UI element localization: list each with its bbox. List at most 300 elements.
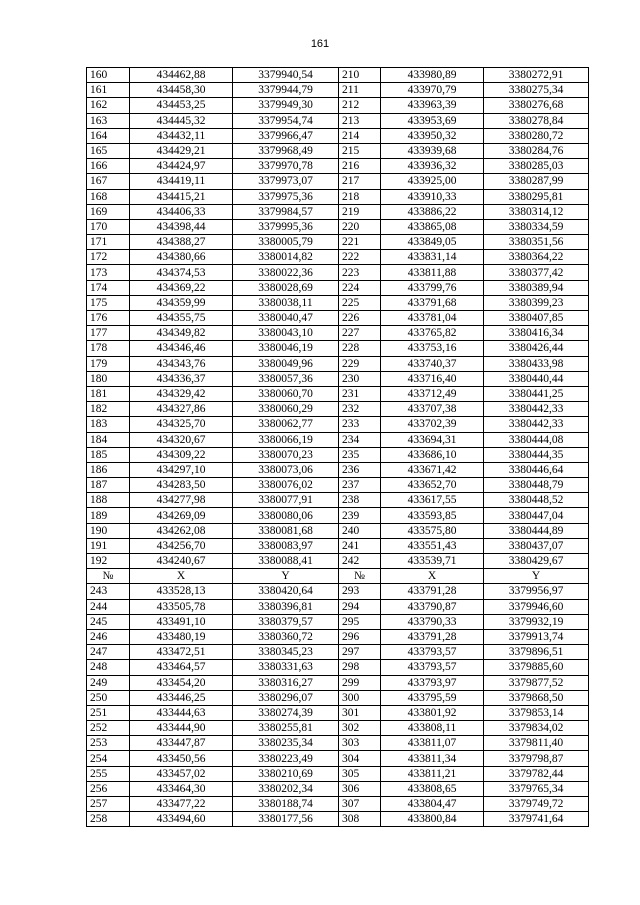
- x-coordinate: 433702,39: [381, 417, 484, 432]
- x-coordinate: 433551,43: [381, 538, 484, 553]
- point-number: 306: [339, 781, 381, 796]
- x-coordinate: 433539,71: [381, 554, 484, 569]
- point-number: 192: [87, 554, 130, 569]
- x-coordinate: 434406,33: [130, 204, 233, 219]
- table-row: [87, 599, 589, 614]
- table-row: [87, 235, 589, 250]
- point-number: 243: [87, 584, 130, 599]
- point-number: 298: [339, 660, 381, 675]
- x-coordinate: 433950,32: [381, 128, 484, 143]
- y-coordinate: 3380446,64: [484, 462, 589, 477]
- point-number: 304: [339, 751, 381, 766]
- y-coordinate: 3380295,81: [484, 189, 589, 204]
- point-number: 230: [339, 371, 381, 386]
- y-coordinate: 3379765,34: [484, 781, 589, 796]
- table-row: [87, 478, 589, 493]
- x-coordinate: 433811,07: [381, 736, 484, 751]
- x-coordinate: 433804,47: [381, 797, 484, 812]
- point-number: 308: [339, 812, 381, 827]
- table-row: [87, 98, 589, 113]
- x-coordinate: 433464,30: [130, 781, 233, 796]
- x-coordinate: 433707,38: [381, 402, 484, 417]
- y-coordinate: 3379968,49: [233, 143, 339, 158]
- y-coordinate: 3380274,39: [233, 705, 339, 720]
- x-coordinate: 433781,04: [381, 311, 484, 326]
- point-number: 170: [87, 219, 130, 234]
- point-number: 176: [87, 311, 130, 326]
- x-coordinate: 434277,98: [130, 493, 233, 508]
- point-number: 179: [87, 356, 130, 371]
- table-row: [87, 614, 589, 629]
- x-coordinate: 434262,08: [130, 523, 233, 538]
- point-number: 252: [87, 721, 130, 736]
- point-number: 251: [87, 705, 130, 720]
- y-coordinate: 3380437,07: [484, 538, 589, 553]
- y-coordinate: 3379995,36: [233, 219, 339, 234]
- x-coordinate: 433716,40: [381, 371, 484, 386]
- coordinates-table: [86, 67, 589, 827]
- point-number: 160: [87, 68, 130, 83]
- x-coordinate: 434283,50: [130, 478, 233, 493]
- point-number: 216: [339, 159, 381, 174]
- table-row: [87, 584, 589, 599]
- x-coordinate: 433925,00: [381, 174, 484, 189]
- y-coordinate: 3379811,40: [484, 736, 589, 751]
- y-coordinate: 3379966,47: [233, 128, 339, 143]
- x-coordinate: 434369,22: [130, 280, 233, 295]
- y-coordinate: 3380287,99: [484, 174, 589, 189]
- point-number: 189: [87, 508, 130, 523]
- x-coordinate: 434380,66: [130, 250, 233, 265]
- x-coordinate: 433790,33: [381, 614, 484, 629]
- y-coordinate: 3380046,19: [233, 341, 339, 356]
- x-coordinate: 433831,14: [381, 250, 484, 265]
- y-coordinate: 3379932,19: [484, 614, 589, 629]
- y-coordinate: 3380285,03: [484, 159, 589, 174]
- point-number: 188: [87, 493, 130, 508]
- point-number: 167: [87, 174, 130, 189]
- table-row: [87, 781, 589, 796]
- point-number: 307: [339, 797, 381, 812]
- point-number: 174: [87, 280, 130, 295]
- y-coordinate: 3380364,22: [484, 250, 589, 265]
- point-number: 214: [339, 128, 381, 143]
- x-coordinate: 433480,19: [130, 629, 233, 644]
- column-header-row: [87, 569, 589, 584]
- table-row: [87, 751, 589, 766]
- y-coordinate: 3379956,97: [484, 584, 589, 599]
- y-coordinate: 3379954,74: [233, 113, 339, 128]
- table-row: [87, 417, 589, 432]
- x-coordinate: 434329,42: [130, 386, 233, 401]
- y-coordinate: 3380377,42: [484, 265, 589, 280]
- x-coordinate: 434325,70: [130, 417, 233, 432]
- x-coordinate: 434240,67: [130, 554, 233, 569]
- x-coordinate: 433740,37: [381, 356, 484, 371]
- y-coordinate: 3380202,34: [233, 781, 339, 796]
- y-coordinate: 3380448,52: [484, 493, 589, 508]
- point-number: 246: [87, 629, 130, 644]
- x-coordinate: 433811,88: [381, 265, 484, 280]
- x-coordinate: 434336,37: [130, 371, 233, 386]
- table-row: [87, 554, 589, 569]
- table-row: [87, 660, 589, 675]
- x-coordinate: 433450,56: [130, 751, 233, 766]
- table-row: [87, 174, 589, 189]
- table-row: [87, 189, 589, 204]
- y-coordinate: 3380433,98: [484, 356, 589, 371]
- point-number: 297: [339, 645, 381, 660]
- x-coordinate: 433795,59: [381, 690, 484, 705]
- x-coordinate: 433447,87: [130, 736, 233, 751]
- header-number-2: №: [339, 569, 381, 584]
- x-coordinate: 433811,21: [381, 766, 484, 781]
- point-number: 245: [87, 614, 130, 629]
- table-row: [87, 645, 589, 660]
- x-coordinate: 433791,68: [381, 295, 484, 310]
- x-coordinate: 433593,85: [381, 508, 484, 523]
- point-number: 244: [87, 599, 130, 614]
- point-number: 211: [339, 83, 381, 98]
- x-coordinate: 434343,76: [130, 356, 233, 371]
- point-number: 218: [339, 189, 381, 204]
- point-number: 184: [87, 432, 130, 447]
- y-coordinate: 3380080,06: [233, 508, 339, 523]
- y-coordinate: 3380284,76: [484, 143, 589, 158]
- y-coordinate: 3379975,36: [233, 189, 339, 204]
- point-number: 249: [87, 675, 130, 690]
- y-coordinate: 3380070,23: [233, 447, 339, 462]
- table-row: [87, 83, 589, 98]
- x-coordinate: 433953,69: [381, 113, 484, 128]
- point-number: 210: [339, 68, 381, 83]
- point-number: 301: [339, 705, 381, 720]
- coordinates-block-2: [87, 584, 589, 827]
- point-number: 226: [339, 311, 381, 326]
- table-row: [87, 766, 589, 781]
- x-coordinate: 433799,76: [381, 280, 484, 295]
- x-coordinate: 433694,31: [381, 432, 484, 447]
- x-coordinate: 433671,42: [381, 462, 484, 477]
- point-number: 215: [339, 143, 381, 158]
- y-coordinate: 3380060,29: [233, 402, 339, 417]
- y-coordinate: 3380442,33: [484, 417, 589, 432]
- y-coordinate: 3380429,67: [484, 554, 589, 569]
- y-coordinate: 3380379,57: [233, 614, 339, 629]
- header-x-2: X: [381, 569, 484, 584]
- x-coordinate: 433444,63: [130, 705, 233, 720]
- y-coordinate: 3380351,56: [484, 235, 589, 250]
- point-number: 219: [339, 204, 381, 219]
- x-coordinate: 433791,28: [381, 629, 484, 644]
- x-coordinate: 434398,44: [130, 219, 233, 234]
- point-number: 303: [339, 736, 381, 751]
- point-number: 257: [87, 797, 130, 812]
- point-number: 181: [87, 386, 130, 401]
- point-number: 183: [87, 417, 130, 432]
- y-coordinate: 3379749,72: [484, 797, 589, 812]
- point-number: 161: [87, 83, 130, 98]
- table-row: [87, 538, 589, 553]
- x-coordinate: 433454,20: [130, 675, 233, 690]
- table-row: [87, 690, 589, 705]
- x-coordinate: 433464,57: [130, 660, 233, 675]
- table-row: [87, 356, 589, 371]
- point-number: 295: [339, 614, 381, 629]
- table-row: [87, 128, 589, 143]
- point-number: 242: [339, 554, 381, 569]
- x-coordinate: 434256,70: [130, 538, 233, 553]
- point-number: 190: [87, 523, 130, 538]
- y-coordinate: 3380076,02: [233, 478, 339, 493]
- x-coordinate: 433446,25: [130, 690, 233, 705]
- table-row: [87, 219, 589, 234]
- point-number: 169: [87, 204, 130, 219]
- y-coordinate: 3379885,60: [484, 660, 589, 675]
- point-number: 165: [87, 143, 130, 158]
- table-row: [87, 68, 589, 83]
- y-coordinate: 3380280,72: [484, 128, 589, 143]
- point-number: 164: [87, 128, 130, 143]
- table-row: [87, 432, 589, 447]
- y-coordinate: 3380389,94: [484, 280, 589, 295]
- point-number: 224: [339, 280, 381, 295]
- x-coordinate: 434309,22: [130, 447, 233, 462]
- y-coordinate: 3380444,35: [484, 447, 589, 462]
- x-coordinate: 433963,39: [381, 98, 484, 113]
- table-row: [87, 402, 589, 417]
- point-number: 178: [87, 341, 130, 356]
- y-coordinate: 3380314,12: [484, 204, 589, 219]
- y-coordinate: 3380014,82: [233, 250, 339, 265]
- table-row: [87, 462, 589, 477]
- y-coordinate: 3380028,69: [233, 280, 339, 295]
- y-coordinate: 3380077,91: [233, 493, 339, 508]
- y-coordinate: 3380062,77: [233, 417, 339, 432]
- y-coordinate: 3380060,70: [233, 386, 339, 401]
- point-number: 227: [339, 326, 381, 341]
- table-row: [87, 629, 589, 644]
- y-coordinate: 3380276,68: [484, 98, 589, 113]
- table-row: [87, 341, 589, 356]
- point-number: 175: [87, 295, 130, 310]
- x-coordinate: 433800,84: [381, 812, 484, 827]
- point-number: 217: [339, 174, 381, 189]
- x-coordinate: 433936,32: [381, 159, 484, 174]
- table-row: [87, 705, 589, 720]
- point-number: 220: [339, 219, 381, 234]
- y-coordinate: 3380038,11: [233, 295, 339, 310]
- point-number: 229: [339, 356, 381, 371]
- y-coordinate: 3380275,34: [484, 83, 589, 98]
- table-row: [87, 508, 589, 523]
- point-number: 182: [87, 402, 130, 417]
- y-coordinate: 3380210,69: [233, 766, 339, 781]
- point-number: 173: [87, 265, 130, 280]
- x-coordinate: 433811,34: [381, 751, 484, 766]
- y-coordinate: 3380088,41: [233, 554, 339, 569]
- table-row: [87, 143, 589, 158]
- x-coordinate: 434346,46: [130, 341, 233, 356]
- x-coordinate: 433910,33: [381, 189, 484, 204]
- x-coordinate: 434374,53: [130, 265, 233, 280]
- point-number: 180: [87, 371, 130, 386]
- point-number: 254: [87, 751, 130, 766]
- y-coordinate: 3380345,23: [233, 645, 339, 660]
- y-coordinate: 3379984,57: [233, 204, 339, 219]
- table-row: [87, 812, 589, 827]
- x-coordinate: 433712,49: [381, 386, 484, 401]
- point-number: 185: [87, 447, 130, 462]
- x-coordinate: 433808,11: [381, 721, 484, 736]
- table-row: [87, 326, 589, 341]
- y-coordinate: 3380177,56: [233, 812, 339, 827]
- table-row: [87, 523, 589, 538]
- table-row: [87, 250, 589, 265]
- point-number: 187: [87, 478, 130, 493]
- point-number: 222: [339, 250, 381, 265]
- point-number: 236: [339, 462, 381, 477]
- y-coordinate: 3380049,96: [233, 356, 339, 371]
- x-coordinate: 434424,97: [130, 159, 233, 174]
- y-coordinate: 3380444,08: [484, 432, 589, 447]
- point-number: 258: [87, 812, 130, 827]
- y-coordinate: 3379798,87: [484, 751, 589, 766]
- x-coordinate: 433765,82: [381, 326, 484, 341]
- y-coordinate: 3380083,97: [233, 538, 339, 553]
- x-coordinate: 433886,22: [381, 204, 484, 219]
- y-coordinate: 3380278,84: [484, 113, 589, 128]
- point-number: 177: [87, 326, 130, 341]
- y-coordinate: 3379940,54: [233, 68, 339, 83]
- y-coordinate: 3380022,36: [233, 265, 339, 280]
- y-coordinate: 3380440,44: [484, 371, 589, 386]
- y-coordinate: 3379946,60: [484, 599, 589, 614]
- point-number: 294: [339, 599, 381, 614]
- x-coordinate: 434458,30: [130, 83, 233, 98]
- x-coordinate: 433686,10: [381, 447, 484, 462]
- point-number: 248: [87, 660, 130, 675]
- x-coordinate: 433793,97: [381, 675, 484, 690]
- x-coordinate: 434432,11: [130, 128, 233, 143]
- table-row: [87, 493, 589, 508]
- y-coordinate: 3380066,19: [233, 432, 339, 447]
- y-coordinate: 3379913,74: [484, 629, 589, 644]
- point-number: 231: [339, 386, 381, 401]
- point-number: 163: [87, 113, 130, 128]
- y-coordinate: 3379877,52: [484, 675, 589, 690]
- x-coordinate: 433791,28: [381, 584, 484, 599]
- y-coordinate: 3379741,64: [484, 812, 589, 827]
- point-number: 225: [339, 295, 381, 310]
- x-coordinate: 433753,16: [381, 341, 484, 356]
- point-number: 232: [339, 402, 381, 417]
- point-number: 233: [339, 417, 381, 432]
- table-row: [87, 295, 589, 310]
- y-coordinate: 3380331,63: [233, 660, 339, 675]
- point-number: 293: [339, 584, 381, 599]
- page-number: 161: [310, 38, 330, 50]
- y-coordinate: 3380444,89: [484, 523, 589, 538]
- x-coordinate: 433491,10: [130, 614, 233, 629]
- table-row: [87, 447, 589, 462]
- point-number: 296: [339, 629, 381, 644]
- y-coordinate: 3380399,23: [484, 295, 589, 310]
- point-number: 299: [339, 675, 381, 690]
- point-number: 212: [339, 98, 381, 113]
- x-coordinate: 433865,08: [381, 219, 484, 234]
- table-row: [87, 280, 589, 295]
- point-number: 305: [339, 766, 381, 781]
- x-coordinate: 433793,57: [381, 645, 484, 660]
- point-number: 237: [339, 478, 381, 493]
- point-number: 228: [339, 341, 381, 356]
- point-number: 241: [339, 538, 381, 553]
- y-coordinate: 3380043,10: [233, 326, 339, 341]
- y-coordinate: 3380334,59: [484, 219, 589, 234]
- point-number: 247: [87, 645, 130, 660]
- y-coordinate: 3379896,51: [484, 645, 589, 660]
- y-coordinate: 3380255,81: [233, 721, 339, 736]
- point-number: 191: [87, 538, 130, 553]
- point-number: 300: [339, 690, 381, 705]
- y-coordinate: 3380447,04: [484, 508, 589, 523]
- x-coordinate: 433494,60: [130, 812, 233, 827]
- y-coordinate: 3379853,14: [484, 705, 589, 720]
- point-number: 253: [87, 736, 130, 751]
- coordinates-block-1: [87, 68, 589, 569]
- x-coordinate: 433472,51: [130, 645, 233, 660]
- point-number: 238: [339, 493, 381, 508]
- table-row: [87, 371, 589, 386]
- point-number: 234: [339, 432, 381, 447]
- table-row: [87, 721, 589, 736]
- y-coordinate: 3380442,33: [484, 402, 589, 417]
- x-coordinate: 433970,79: [381, 83, 484, 98]
- column-header-row-group: [87, 569, 589, 584]
- x-coordinate: 433790,87: [381, 599, 484, 614]
- y-coordinate: 3380057,36: [233, 371, 339, 386]
- x-coordinate: 434320,67: [130, 432, 233, 447]
- y-coordinate: 3379973,07: [233, 174, 339, 189]
- y-coordinate: 3379782,44: [484, 766, 589, 781]
- x-coordinate: 434297,10: [130, 462, 233, 477]
- y-coordinate: 3380426,44: [484, 341, 589, 356]
- point-number: 239: [339, 508, 381, 523]
- table-row: [87, 736, 589, 751]
- point-number: 172: [87, 250, 130, 265]
- x-coordinate: 434415,21: [130, 189, 233, 204]
- y-coordinate: 3379868,50: [484, 690, 589, 705]
- x-coordinate: 433980,89: [381, 68, 484, 83]
- point-number: 166: [87, 159, 130, 174]
- y-coordinate: 3380407,85: [484, 311, 589, 326]
- x-coordinate: 434349,82: [130, 326, 233, 341]
- table-row: [87, 159, 589, 174]
- x-coordinate: 433617,55: [381, 493, 484, 508]
- point-number: 221: [339, 235, 381, 250]
- x-coordinate: 433801,92: [381, 705, 484, 720]
- point-number: 171: [87, 235, 130, 250]
- y-coordinate: 3380360,72: [233, 629, 339, 644]
- x-coordinate: 434388,27: [130, 235, 233, 250]
- x-coordinate: 433457,02: [130, 766, 233, 781]
- header-y-1: Y: [233, 569, 339, 584]
- x-coordinate: 433575,80: [381, 523, 484, 538]
- x-coordinate: 434419,11: [130, 174, 233, 189]
- point-number: 223: [339, 265, 381, 280]
- y-coordinate: 3380396,81: [233, 599, 339, 614]
